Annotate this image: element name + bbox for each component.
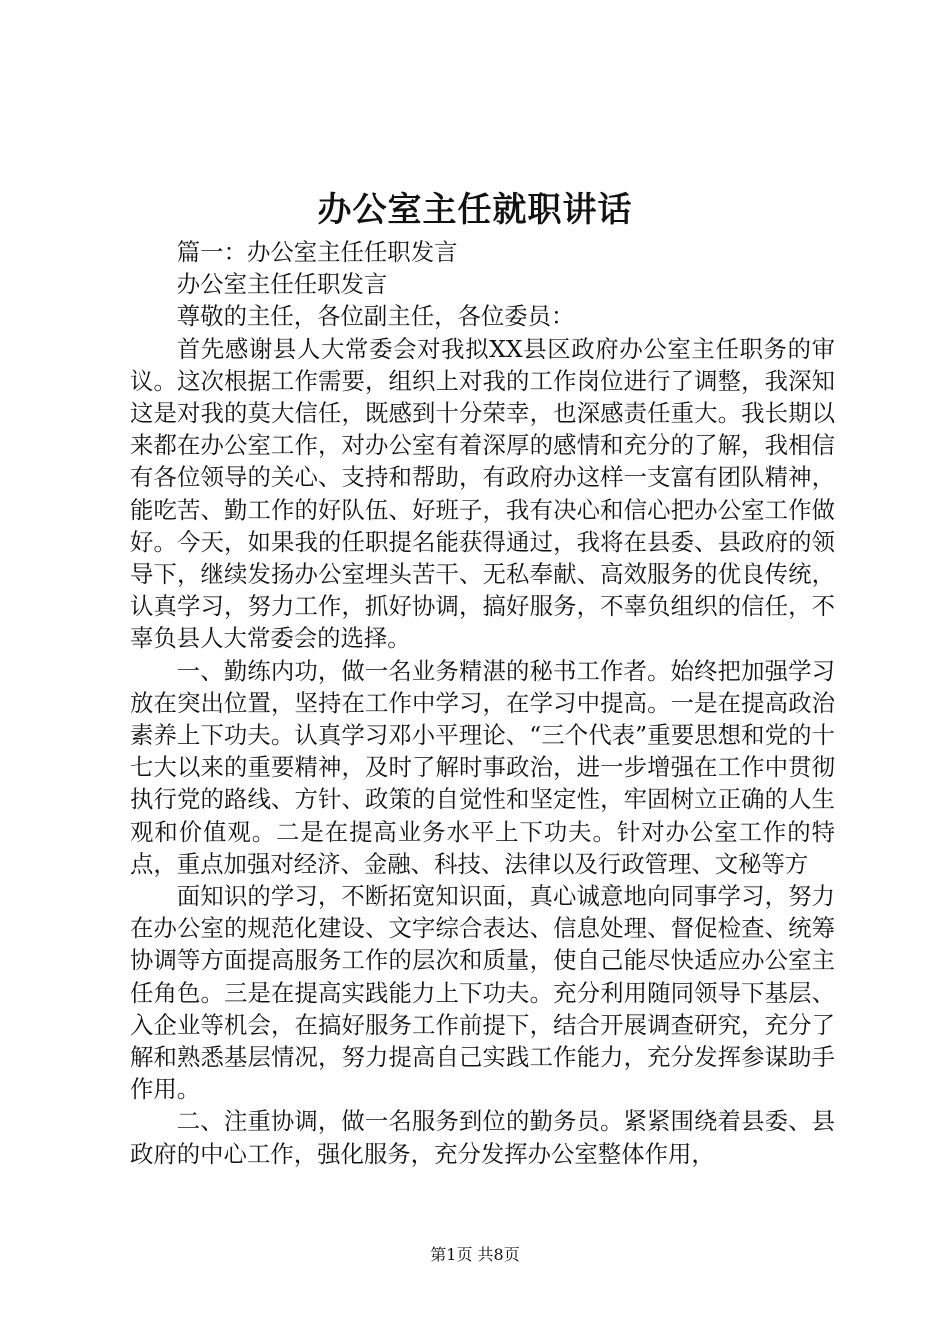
body-paragraph: 面知识的学习，不断拓宽知识面，真心诚意地向同事学习，努力在办公室的规范化建设、文字综合表达、信息处理、督促检查、统筹协调等方面提高服务工作的层次和质量，使自己能尽快适应办公室主任角色。三是在提高实践能力上下功夫。充分利用随同领导下基层、入企业等机会，在搞好服务工作前提下，结合开展调查研究，充分了解和熟悉基层情况，努力提高自己实践工作能力，充分发挥参谋助手作用。	[130, 882, 835, 1104]
document-body	[130, 236, 835, 1170]
body-paragraph: 一、勤练内功，做一名业务精湛的秘书工作者。始终把加强学习放在突出位置，坚持在工作中学习，在学习中提高。一是在提高政治素养上下功夫。认真学习邓小平理论、“三个代表”重要思想和党的十七大以来的重要精神，及时了解时事政治，进一步增强在工作中贯彻执行党的路线、方针、政策的自觉性和坚定性，牢固树立正确的人生观和价值观。二是在提高业务水平上下功夫。针对办公室工作的特点，重点加强对经济、金融、科技、法律以及行政管理、文秘等方	[130, 656, 835, 878]
body-paragraph: 二、注重协调，做一名服务到位的勤务员。紧紧围绕着县委、县政府的中心工作，强化服务，充分发挥办公室整体作用，	[130, 1107, 835, 1168]
section-heading: 篇一：办公室主任任职发言	[176, 238, 458, 266]
salutation: 尊敬的主任，各位副主任，各位委员：	[176, 302, 575, 331]
page-footer: 第1页 共8页	[430, 1245, 520, 1264]
speech-heading: 办公室主任任职发言	[176, 270, 388, 299]
document-title: 办公室主任就职讲话	[317, 190, 633, 230]
body-paragraph: 首先感谢县人大常委会对我拟XX县区政府办公室主任职务的审议。这次根据工作需要，组织上对我的工作岗位进行了调整，我深知这是对我的莫大信任，既感到十分荣幸，也深感责任重大。我长期以来都在办公室工作，对办公室有着深厚的感情和充分的了解，我相信有各位领导的关心、支持和帮助，有政府办这样一支富有团队精神，能吃苦、勤工作的好队伍、好班子，我有决心和信心把办公室工作做好。今天，如果我的任职提名能获得通过，我将在县委、县政府的领导下，继续发扬办公室埋头苦干、无私奉献、高效服务的优良传统，认真学习，努力工作，抓好协调，搞好服务，不辜负组织的信任，不辜负县人大常委会的选择。	[130, 334, 835, 653]
